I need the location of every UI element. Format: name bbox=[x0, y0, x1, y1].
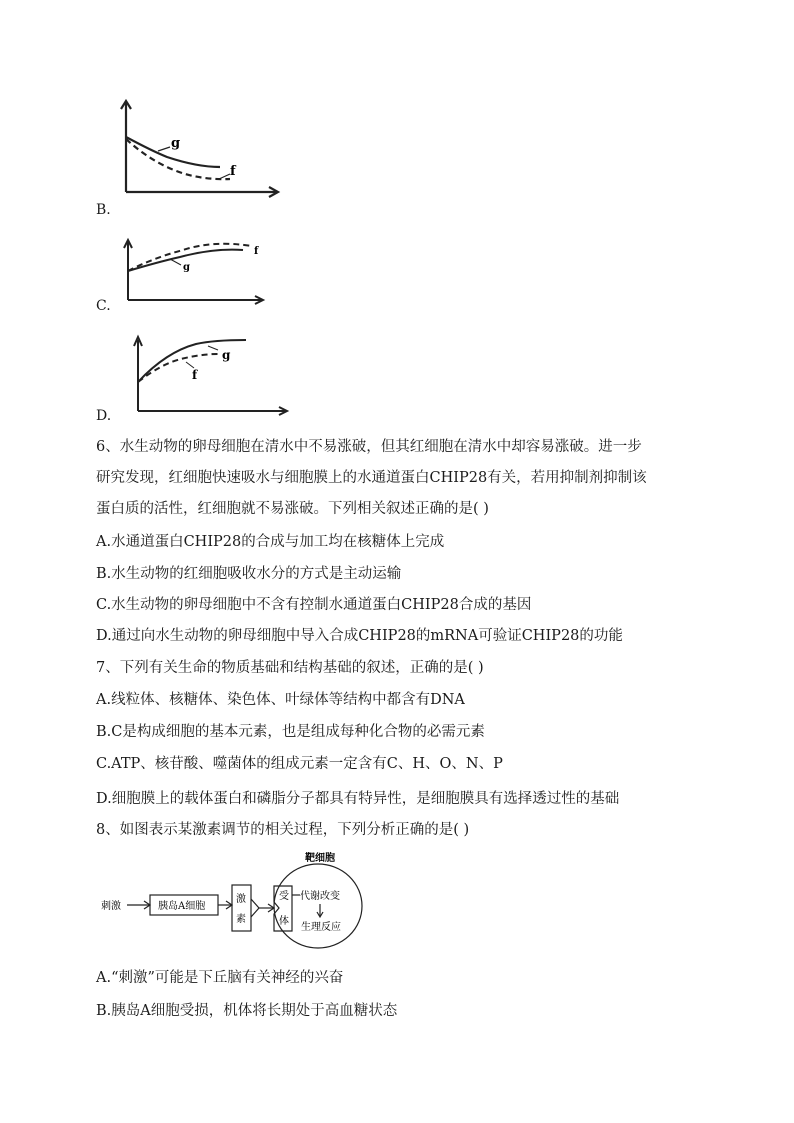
q6-option-d: D.通过向水生动物的卵母细胞中导入合成CHIP28的mRNA可验证CHIP28的功能 bbox=[96, 628, 623, 644]
q6-option-b: B.水生动物的红细胞吸收水分的方式是主动运输 bbox=[96, 566, 402, 582]
graph-c-curve-f bbox=[128, 244, 252, 271]
q8-option-b: B.胰岛A细胞受损，机体将长期处于高血糖状态 bbox=[96, 1003, 398, 1019]
hormone-diagram bbox=[95, 850, 385, 950]
graph-d bbox=[126, 332, 291, 416]
diagram-physio-label: 生理反应 bbox=[301, 922, 341, 933]
graph-d-label-g: g bbox=[222, 348, 231, 362]
q8-stem: 8、如图表示某激素调节的相关过程，下列分析正确的是( ) bbox=[96, 822, 470, 838]
q7-option-a: A.线粒体、核糖体、染色体、叶绿体等结构中都含有DNA bbox=[96, 692, 465, 708]
option-d-label: D. bbox=[96, 408, 112, 424]
diagram-receptor-char-2: 体 bbox=[279, 916, 289, 927]
graph-b bbox=[112, 95, 287, 200]
graph-b-label-g: g bbox=[171, 136, 181, 151]
q7-option-c: C.ATP、核苷酸、噬菌体的组成元素一定含有C、H、O、N、P bbox=[96, 756, 503, 772]
diagram-stimulus-label: 刺激 bbox=[101, 901, 121, 912]
diagram-receptor-char-1: 受 bbox=[279, 891, 289, 902]
diagram-hormone-char-2: 素 bbox=[236, 914, 246, 925]
graph-d-curve-f bbox=[138, 354, 218, 382]
graph-c bbox=[118, 236, 268, 306]
q7-stem: 7、下列有关生命的物质基础和结构基础的叙述，正确的是( ) bbox=[96, 660, 484, 676]
q6-stem-line-3: 蛋白质的活性，红细胞就不易涨破。下列相关叙述正确的是( ) bbox=[96, 501, 489, 517]
option-c-label: C. bbox=[96, 298, 111, 314]
q6-stem-line-1: 6、水生动物的卵母细胞在清水中不易涨破，但其红细胞在清水中却容易涨破。进一步 bbox=[96, 439, 642, 455]
q6-option-c: C.水生动物的卵母细胞中不含有控制水通道蛋白CHIP28合成的基因 bbox=[96, 597, 532, 613]
graph-c-label-f: f bbox=[254, 246, 259, 257]
graph-d-label-f: f bbox=[192, 368, 198, 382]
graph-c-label-g: g bbox=[183, 262, 190, 273]
option-b-label: B. bbox=[96, 202, 111, 218]
q7-option-d: D.细胞膜上的载体蛋白和磷脂分子都具有特异性，是细胞膜具有选择透过性的基础 bbox=[96, 791, 620, 807]
q6-stem-line-2: 研究发现，红细胞快速吸水与细胞膜上的水通道蛋白CHIP28有关，若用抑制剂抑制该 bbox=[96, 470, 647, 486]
graph-b-label-f: f bbox=[230, 164, 236, 179]
target-cell-circle bbox=[274, 864, 362, 948]
q7-option-b: B.C是构成细胞的基本元素，也是组成每种化合物的必需元素 bbox=[96, 724, 485, 740]
q8-option-a: A.“刺激”可能是下丘脑有关神经的兴奋 bbox=[96, 970, 344, 986]
diagram-metabolism-label: 代谢改变 bbox=[300, 891, 340, 902]
q6-option-a: A.水通道蛋白CHIP28的合成与加工均在核糖体上完成 bbox=[96, 534, 445, 550]
diagram-target-cell-label: 靶细胞 bbox=[305, 853, 335, 864]
diagram-hormone-char-1: 激 bbox=[236, 894, 246, 905]
diagram-islet-a-label: 胰岛A细胞 bbox=[158, 901, 206, 912]
